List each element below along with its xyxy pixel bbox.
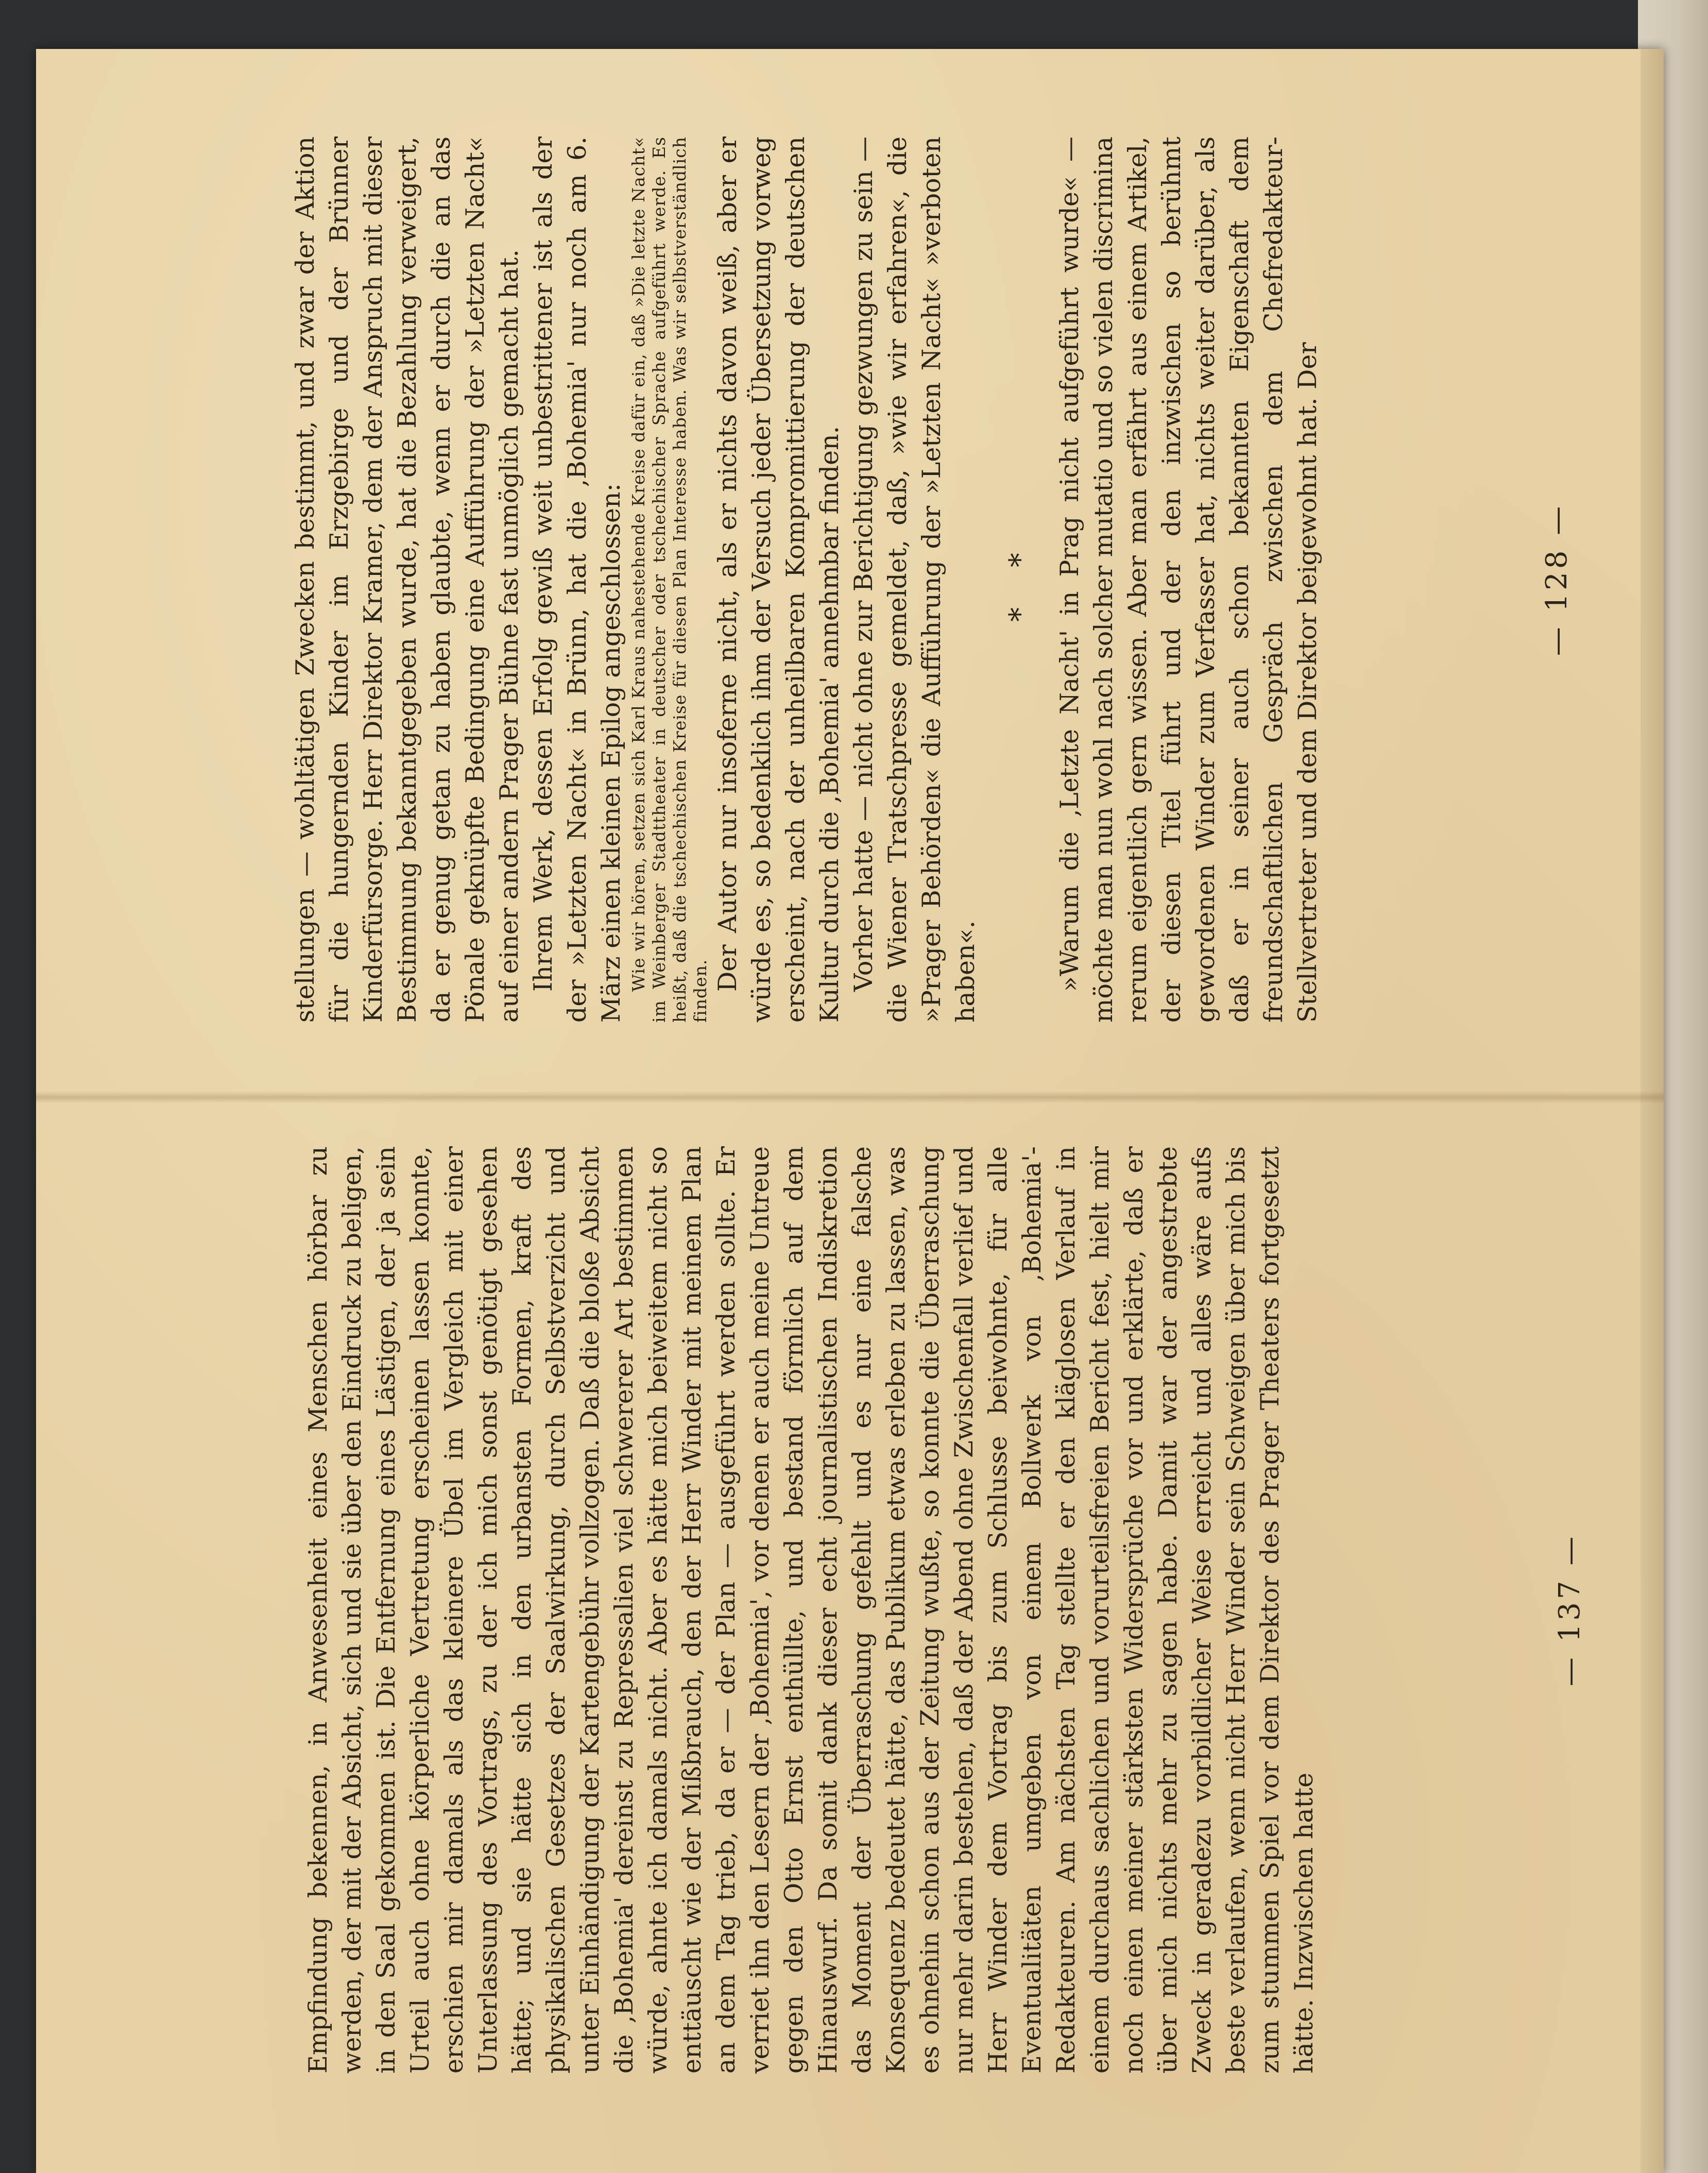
page-128-column <box>288 137 1325 1023</box>
paragraph: »Warum die ‚Letzte Nacht' in Prag nicht aufgeführt wurde« — möchte man nun wohl nach solcher mutatio und so vielen discrimina rerum eigentlich gern wissen. Aber man erfährt aus einem Artikel, der diesen Titel führt und der den inzwischen so berühmt gewordenen Winder zum Verfasser hat, nichts weiter darüber, als daß er in seiner auch schon bekannten Eigenschaft dem freundschaftlichen Gespräch zwischen dem Chefredakteur-Stellvertreter und dem Direktor beigewohnt hat. Der <box>1055 137 1322 1023</box>
page-137-column <box>301 1146 1321 2074</box>
page-edge <box>1641 49 1664 2173</box>
paragraph: Ihrem Werk, dessen Erfolg gewiß weit unbestrittener ist als der der »Letzten Nacht« in Brünn, hat die ‚Bohemia' nur noch am 6. März einen kleinen Epilog angeschlossen: <box>528 137 626 1023</box>
paragraph: Vorher hatte — nicht ohne zur Berichtigung gezwungen zu sein — die Wiener Tratschpresse gemeldet, daß, »wie wir erfahren«, die »Prager Behörden« die Aufführung der »Letzten Nacht« »verboten haben«. <box>849 137 980 1023</box>
page-number: — 128 — <box>1540 503 1574 656</box>
paragraph: Der Autor nur insoferne nicht, als er nichts davon weiß, aber er würde es, so bedenklich ihm der Versuch jeder Übersetzung vorweg erscheint, nach der unheilbaren Kompromittierung der deutschen Kultur durch die ‚Bohemia' annehmbar finden. <box>713 137 844 1023</box>
paragraph: stellungen — wohltätigen Zwecken bestimmt, und zwar der Aktion für die hungernden Kinder im Erzgebirge und der Brünner Kinderfürsorge. Herr Direktor Kramer, dem der Anspruch mit dieser Bestimmung bekanntgegeben wurde, hat die Bezahlung verweigert, da er genug getan zu haben glaubte, wenn er durch die an das Pönale geknüpfte Bedingung eine Aufführung der »Letzten Nacht« auf einer andern Prager Bühne fast unmöglich gemacht hat. <box>291 137 524 1023</box>
page-137 <box>301 1146 1586 2074</box>
paragraph: Empfindung bekennen, in Anwesenheit eines Menschen hörbar zu werden, der mit der Absicht, sich und sie über den Eindruck zu beligen, in den Saal gekommen ist. Die Entfernung eines Lästigen, der ja sein Urteil auch ohne körperliche Vertretung erscheinen lassen konnte, erschien mir damals als das kleinere Übel im Vergleich mit einer Unterlassung des Vortrags, zu der ich mich sonst genötigt gesehen hätte; und sie hätte sich in den urbansten Formen, kraft des physikalischen Gesetzes der Saalwirkung, durch Selbstverzicht und unter Einhändigung der Kartengebühr vollzogen. Daß die bloße Absicht die ‚Bohemia' dereinst zu Repressalien viel schwererer Art bestimmen würde, ahnte ich damals nicht. Aber es hätte mich beiweitem nicht so enttäuscht wie der Mißbrauch, den der Herr Winder mit meinem Plan an dem Tag trieb, da er — der Plan — ausgeführt werden sollte. Er verriet ihn den Lesern der ‚Bohemia', vor denen er auch meine Untreue gegen den Otto Ernst enthüllte, und bestand förmlich auf dem Hinauswurf. Da somit dank dieser echt journalistischen Indiskretion das Moment der Überraschung gefehlt und es nur eine falsche Konsequenz bedeutet hätte, das Publikum etwas erleben zu lassen, was es ohnehin schon aus der Zeitung wußte, so konnte die Überraschung nur mehr darin bestehen, daß der Abend ohne Zwischenfall verlief und Herr Winder dem Vortrag bis zum Schlusse beiwohnte, für alle Eventualitäten umgeben von einem Bollwerk von ‚Bohemia'-Redakteuren. Am nächsten Tag stellte er den kläglosen Verlauf in einem durchaus sachlichen und vorurteilsfreien Bericht fest, hielt mir noch einen meiner stärksten Widersprüche vor und erklärte, daß er über mich nichts mehr zu sagen habe. Damit war der angestrebte Zweck in geradezu vorbildlicher Weise erreicht und alles wäre aufs beste verlaufen, wenn nicht Herr Winder sein Schweigen über mich bis zum stummen Spiel vor dem Direktor des Prager Theaters fortgesetzt hätte. Inzwischen hatte <box>303 1146 1319 2074</box>
center-fold <box>36 1091 1664 1104</box>
quoted-notice: Wie wir hören, setzen sich Karl Kraus nahestehende Kreise dafür ein, daß »Die letzte Nacht« im Weinberger Stadttheater in deutscher oder tschechischer Sprache aufgeführt werde. Es heißt, daß die tschechischen Kreise für diesen Plan Interesse haben. Was wir selbstverständlich finden. <box>628 137 710 1023</box>
page-number: — 137 — <box>1553 1533 1586 1687</box>
section-separator: * * <box>1003 537 1037 622</box>
page-128 <box>288 137 1574 1023</box>
